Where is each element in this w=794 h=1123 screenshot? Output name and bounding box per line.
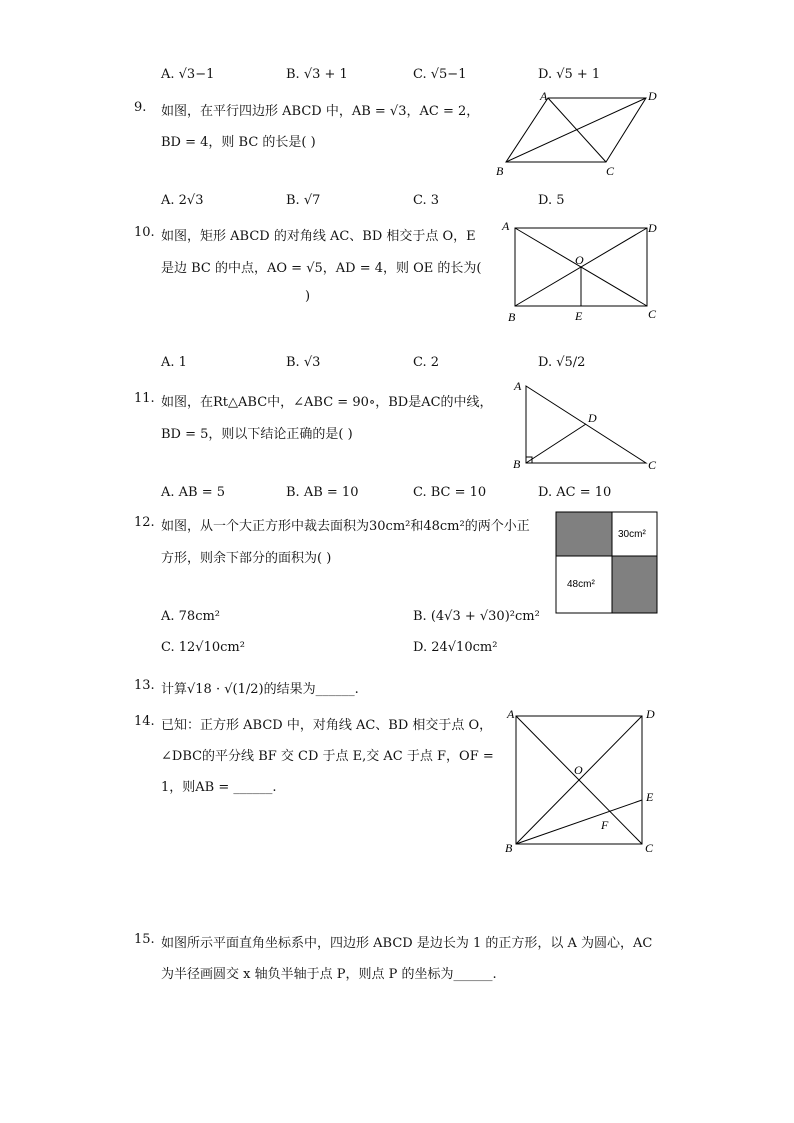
q12-option-b: B. (4√3 + √30)²cm² [413,609,540,624]
q11-triangle-figure [508,376,668,474]
q12-shaded-bottom-right [612,556,657,613]
q10-label-o: O [575,253,584,267]
q14-number: 14. [134,714,155,729]
q10-label-a: A [502,219,510,233]
q14-bisector-be [516,800,642,844]
q10-text-line2: 是边 BC 的中点，AO = √5，AD = 4，则 OE 的长为( [161,261,482,276]
q12-shaded-top-left [556,512,612,556]
q14-label-f: F [601,818,609,832]
q15-text-line2: 为半径画圆交 x 轴负半轴于点 P，则点 P 的坐标为______. [161,967,497,982]
q9-option-d: D. 5 [538,193,565,208]
q14-text-line2: ∠DBC的平分线 BF 交 CD 于点 E,交 AC 于点 F，OF = [161,749,494,764]
q12-label-48: 48cm² [567,579,595,590]
q9-label-a: A [540,89,548,103]
q14-label-b: B [505,841,513,855]
q12-squares-figure [554,510,660,616]
q14-label-o: O [574,763,583,777]
q10-label-e: E [575,309,583,323]
q13-text: 计算√18 · √(1/2)的结果为______. [161,682,359,697]
q14-label-d: D [646,707,655,721]
q10-option-c: C. 2 [413,355,440,370]
q9-label-c: C [606,164,615,178]
q11-label-c: C [648,458,657,472]
q11-option-a: A. AB = 5 [161,485,226,500]
q14-label-a: A [507,707,515,721]
q11-median-bd [526,424,586,463]
q11-text-line2: BD = 5，则以下结论正确的是( ) [161,427,353,442]
q9-option-c: C. 3 [413,193,440,208]
q9-option-b: B. √7 [286,193,321,208]
q11-text-line1: 如图，在Rt△ABC中，∠ABC = 90∘，BD是AC的中线， [161,395,493,410]
q11-number: 11. [134,391,155,406]
q12-text-line1: 如图，从一个大正方形中裁去面积为30cm²和48cm²的两个小正 [161,519,530,534]
q10-label-c: C [648,307,657,321]
q9-option-a: A. 2√3 [161,193,204,208]
q10-rectangle-figure [498,218,668,328]
q11-label-b: B [513,457,521,471]
q9-number: 9. [134,100,147,115]
q11-label-a: A [514,379,522,393]
q10-text-line1: 如图，矩形 ABCD 的对角线 AC、BD 相交于点 O，E [161,229,476,244]
q15-number: 15. [134,932,155,947]
q10-option-a: A. 1 [161,355,187,370]
q10-option-b: B. √3 [286,355,321,370]
q10-option-d: D. √5/2 [538,355,586,370]
q12-label-30: 30cm² [618,529,646,540]
q9-text-line1: 如图，在平行四边形 ABCD 中，AB = √3，AC = 2， [161,104,480,119]
q14-text-line3: 1，则AB = ______. [161,780,277,795]
q11-option-d: D. AC = 10 [538,485,612,500]
q11-option-c: C. BC = 10 [413,485,487,500]
q14-label-c: C [645,841,654,855]
q11-option-b: B. AB = 10 [286,485,359,500]
q12-option-c: C. 12√10cm² [161,640,245,655]
q10-number: 10. [134,225,155,240]
q8-option-b: B. √3 + 1 [286,67,348,82]
q12-option-a: A. 78cm² [161,609,221,624]
q11-label-d: D [588,411,597,425]
q9-parallelogram-figure [494,88,664,180]
q10-label-b: B [508,310,516,324]
q9-label-d: D [648,89,657,103]
q10-text-line3: ) [305,289,311,304]
q9-text-line2: BD = 4，则 BC 的长是( ) [161,135,316,150]
q12-text-line2: 方形，则余下部分的面积为( ) [161,551,332,566]
q14-text-line1: 已知：正方形 ABCD 中，对角线 AC、BD 相交于点 O， [161,718,493,733]
q14-label-e: E [646,790,654,804]
q8-option-d: D. √5 + 1 [538,67,601,82]
q13-number: 13. [134,678,155,693]
q15-text-line1: 如图所示平面直角坐标系中，四边形 ABCD 是边长为 1 的正方形，以 A 为圆心，AC [161,936,653,951]
q8-option-a: A. √3−1 [161,67,215,82]
q12-option-d: D. 24√10cm² [413,640,498,655]
q8-option-c: C. √5−1 [413,67,467,82]
q14-square-figure [502,704,668,858]
q9-label-b: B [496,164,504,178]
q10-label-d: D [648,221,657,235]
q12-number: 12. [134,515,155,530]
